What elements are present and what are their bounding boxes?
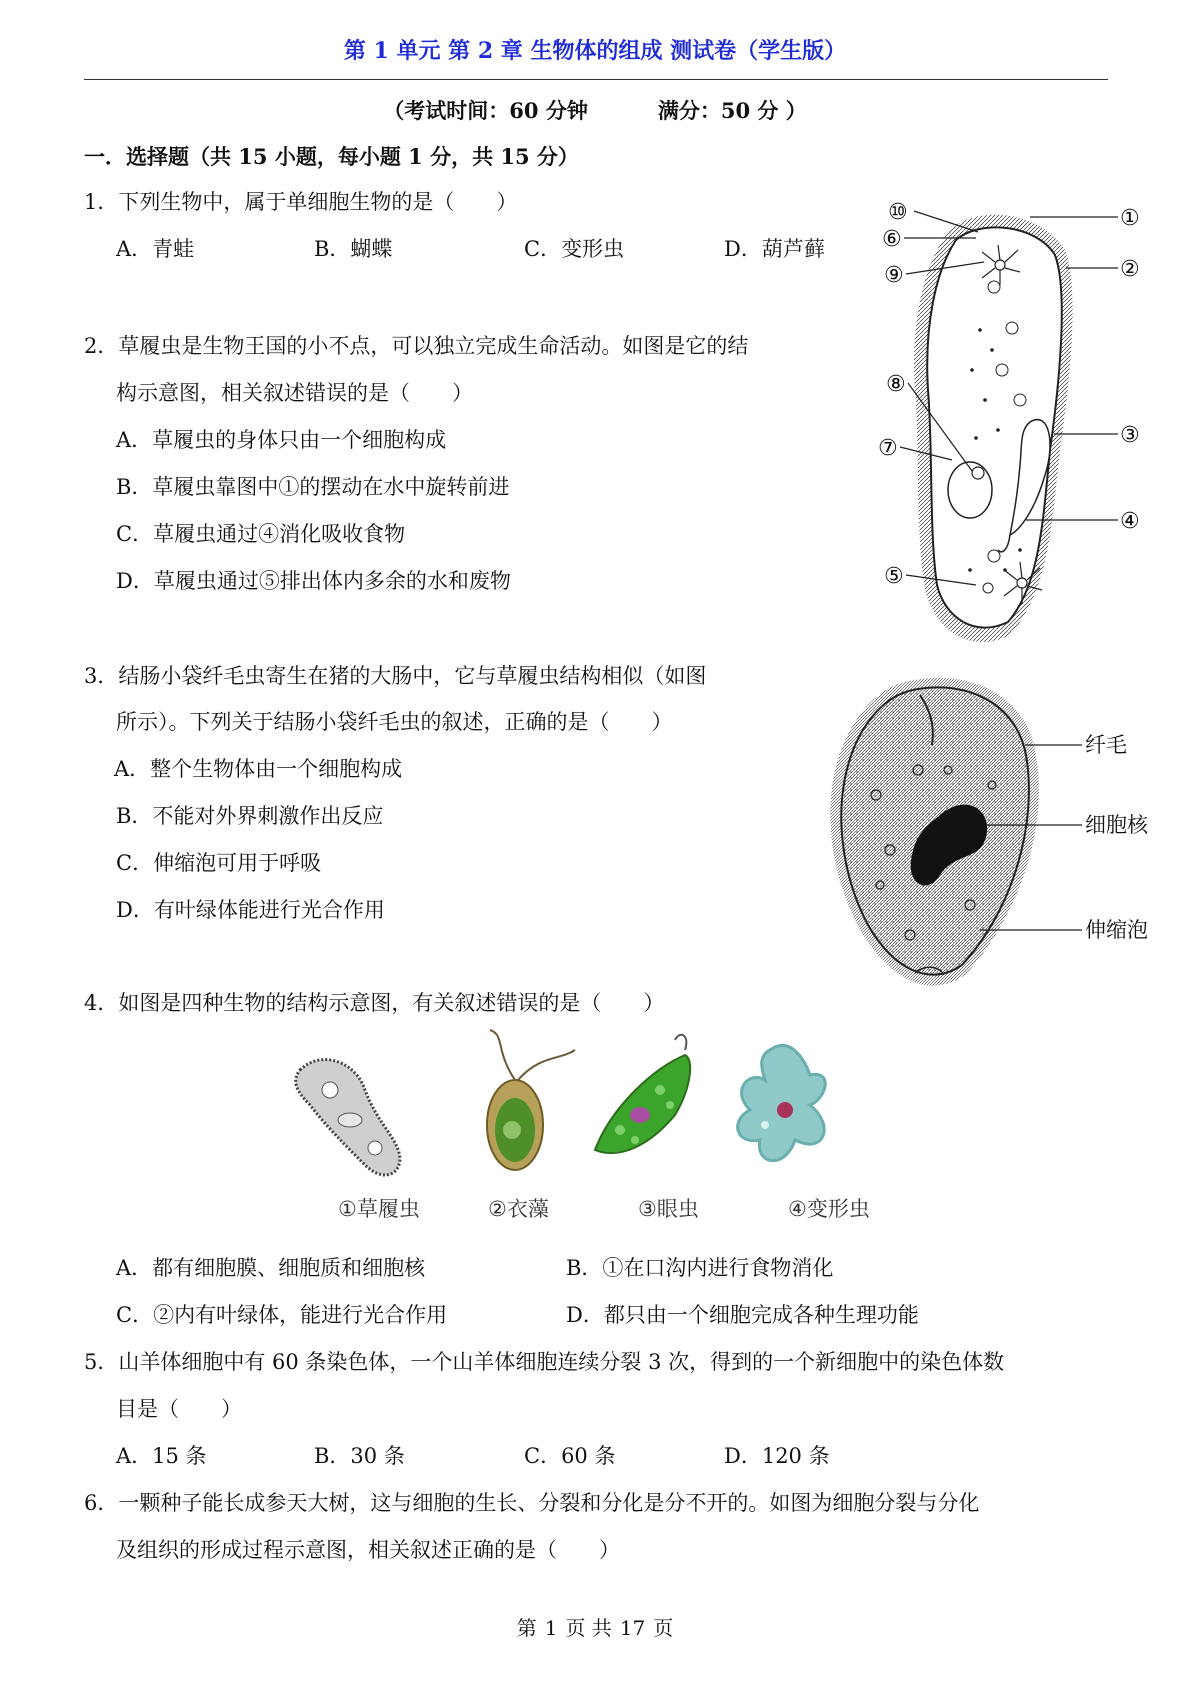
balantidium-label-cilia: 纤毛 bbox=[1085, 733, 1127, 757]
page-title: 第 1 单元 第 2 章 生物体的组成 测试卷（学生版） bbox=[343, 38, 847, 64]
q2-option-c: C．草履虫通过④消化吸收食物 bbox=[116, 522, 406, 546]
paramecium-label-5: ⑤ bbox=[884, 564, 904, 589]
full-marks: 满分：50 分 ） bbox=[657, 98, 807, 123]
q2-option-a: A．草履虫的身体只由一个细胞构成 bbox=[116, 428, 447, 452]
footer-suffix: 页 bbox=[653, 1616, 674, 1640]
paramecium-diagram bbox=[880, 190, 1150, 660]
q4-option-a: A．都有细胞膜、细胞质和细胞核 bbox=[116, 1256, 426, 1280]
paramecium-label-8: ⑧ bbox=[886, 372, 906, 397]
q2-option-b: B．草履虫靠图中①的摆动在水中旋转前进 bbox=[116, 475, 510, 499]
q4-option-b: B．①在口沟内进行食物消化 bbox=[566, 1256, 834, 1280]
q3-option-b: B．不能对外界刺激作出反应 bbox=[116, 804, 384, 828]
q4-option-c: C．②内有叶绿体，能进行光合作用 bbox=[116, 1303, 448, 1327]
footer-mid: 页 共 bbox=[565, 1616, 612, 1640]
label-paramecium: ①草履虫 bbox=[338, 1197, 420, 1221]
paramecium-label-4: ④ bbox=[1120, 509, 1140, 534]
q2-option-d: D．草履虫通过⑤排出体内多余的水和废物 bbox=[116, 569, 511, 593]
question-6-stem-line1: 6．一颗种子能长成参天大树，这与细胞的生长、分裂和分化是分不开的。如图为细胞分裂与分化 bbox=[84, 1491, 980, 1515]
label-chlamydomonas: ②衣藻 bbox=[488, 1197, 549, 1221]
section-heading: 一．选择题（共 15 小题，每小题 1 分，共 15 分） bbox=[84, 144, 579, 169]
paramecium-label-6: ⑥ bbox=[882, 227, 902, 252]
q5-option-b: B．30 条 bbox=[314, 1444, 405, 1468]
q5-option-a: A．15 条 bbox=[116, 1444, 207, 1468]
organism-amoeba bbox=[738, 1045, 826, 1160]
paramecium-label-10: ⑩ bbox=[888, 200, 908, 225]
page-footer bbox=[0, 1612, 1190, 1641]
question-6-stem-line2: 及组织的形成过程示意图，相关叙述正确的是（ ） bbox=[116, 1538, 620, 1562]
question-4-stem: 4．如图是四种生物的结构示意图，有关叙述错误的是（ ） bbox=[84, 991, 665, 1015]
organism-euglena bbox=[595, 1035, 690, 1153]
question-3-stem-line2: 所示）。下列关于结肠小袋纤毛虫的叙述，正确的是（ ） bbox=[116, 710, 673, 734]
label-euglena: ③眼虫 bbox=[638, 1197, 699, 1221]
balantidium-body bbox=[830, 678, 1039, 986]
title-divider bbox=[84, 79, 1108, 80]
q4-option-d: D．都只由一个细胞完成各种生理功能 bbox=[566, 1303, 919, 1327]
exam-info bbox=[0, 95, 1190, 125]
question-3-stem-line1: 3．结肠小袋纤毛虫寄生在猪的大肠中，它与草履虫结构相似（如图 bbox=[84, 664, 707, 688]
q1-option-d: D．葫芦藓 bbox=[724, 237, 825, 261]
paramecium-label-7: ⑦ bbox=[878, 436, 898, 461]
balantidium-label-contractile-vacuole: 伸缩泡 bbox=[1085, 918, 1148, 942]
q5-option-d: D．120 条 bbox=[724, 1444, 830, 1468]
paramecium-label-9: ⑨ bbox=[884, 263, 904, 288]
question-5-stem-line1: 5．山羊体细胞中有 60 条染色体，一个山羊体细胞连续分裂 3 次，得到的一个新细胞中的染色体数 bbox=[84, 1350, 1005, 1374]
question-2-stem-line1: 2．草履虫是生物王国的小不点，可以独立完成生命活动。如图是它的结 bbox=[84, 334, 749, 358]
question-2-stem-line2: 构示意图，相关叙述错误的是（ ） bbox=[116, 381, 473, 405]
paramecium-body bbox=[914, 215, 1073, 642]
paramecium-label-2: ② bbox=[1120, 257, 1140, 282]
paramecium-label-1: ① bbox=[1120, 206, 1140, 231]
q5-option-c: C．60 条 bbox=[524, 1444, 616, 1468]
organism-paramecium bbox=[296, 1060, 400, 1175]
balantidium-label-nucleus: 细胞核 bbox=[1085, 813, 1148, 837]
question-5-stem-line2: 目是（ ） bbox=[116, 1397, 242, 1421]
q3-option-c: C．伸缩泡可用于呼吸 bbox=[116, 851, 322, 875]
q1-option-c: C．变形虫 bbox=[524, 237, 625, 261]
total-pages: 17 bbox=[619, 1616, 646, 1640]
label-amoeba: ④变形虫 bbox=[788, 1197, 870, 1221]
q1-option-a: A．青蛙 bbox=[116, 237, 195, 261]
question-1-stem: 1．下列生物中，属于单细胞生物的是（ ） bbox=[84, 190, 518, 214]
q1-option-b: B．蝴蝶 bbox=[314, 237, 393, 261]
organism-chlamydomonas bbox=[487, 1030, 575, 1170]
q3-option-a: A．整个生物体由一个细胞构成 bbox=[114, 757, 403, 781]
exam-time: （考试时间：60 分钟 bbox=[383, 98, 588, 123]
balantidium-diagram bbox=[820, 675, 1148, 995]
page-number: 1 bbox=[544, 1616, 558, 1640]
four-organisms-figure bbox=[290, 1030, 910, 1230]
paramecium-label-3: ③ bbox=[1120, 423, 1140, 448]
q3-option-d: D．有叶绿体能进行光合作用 bbox=[116, 898, 385, 922]
footer-prefix: 第 bbox=[516, 1616, 537, 1640]
